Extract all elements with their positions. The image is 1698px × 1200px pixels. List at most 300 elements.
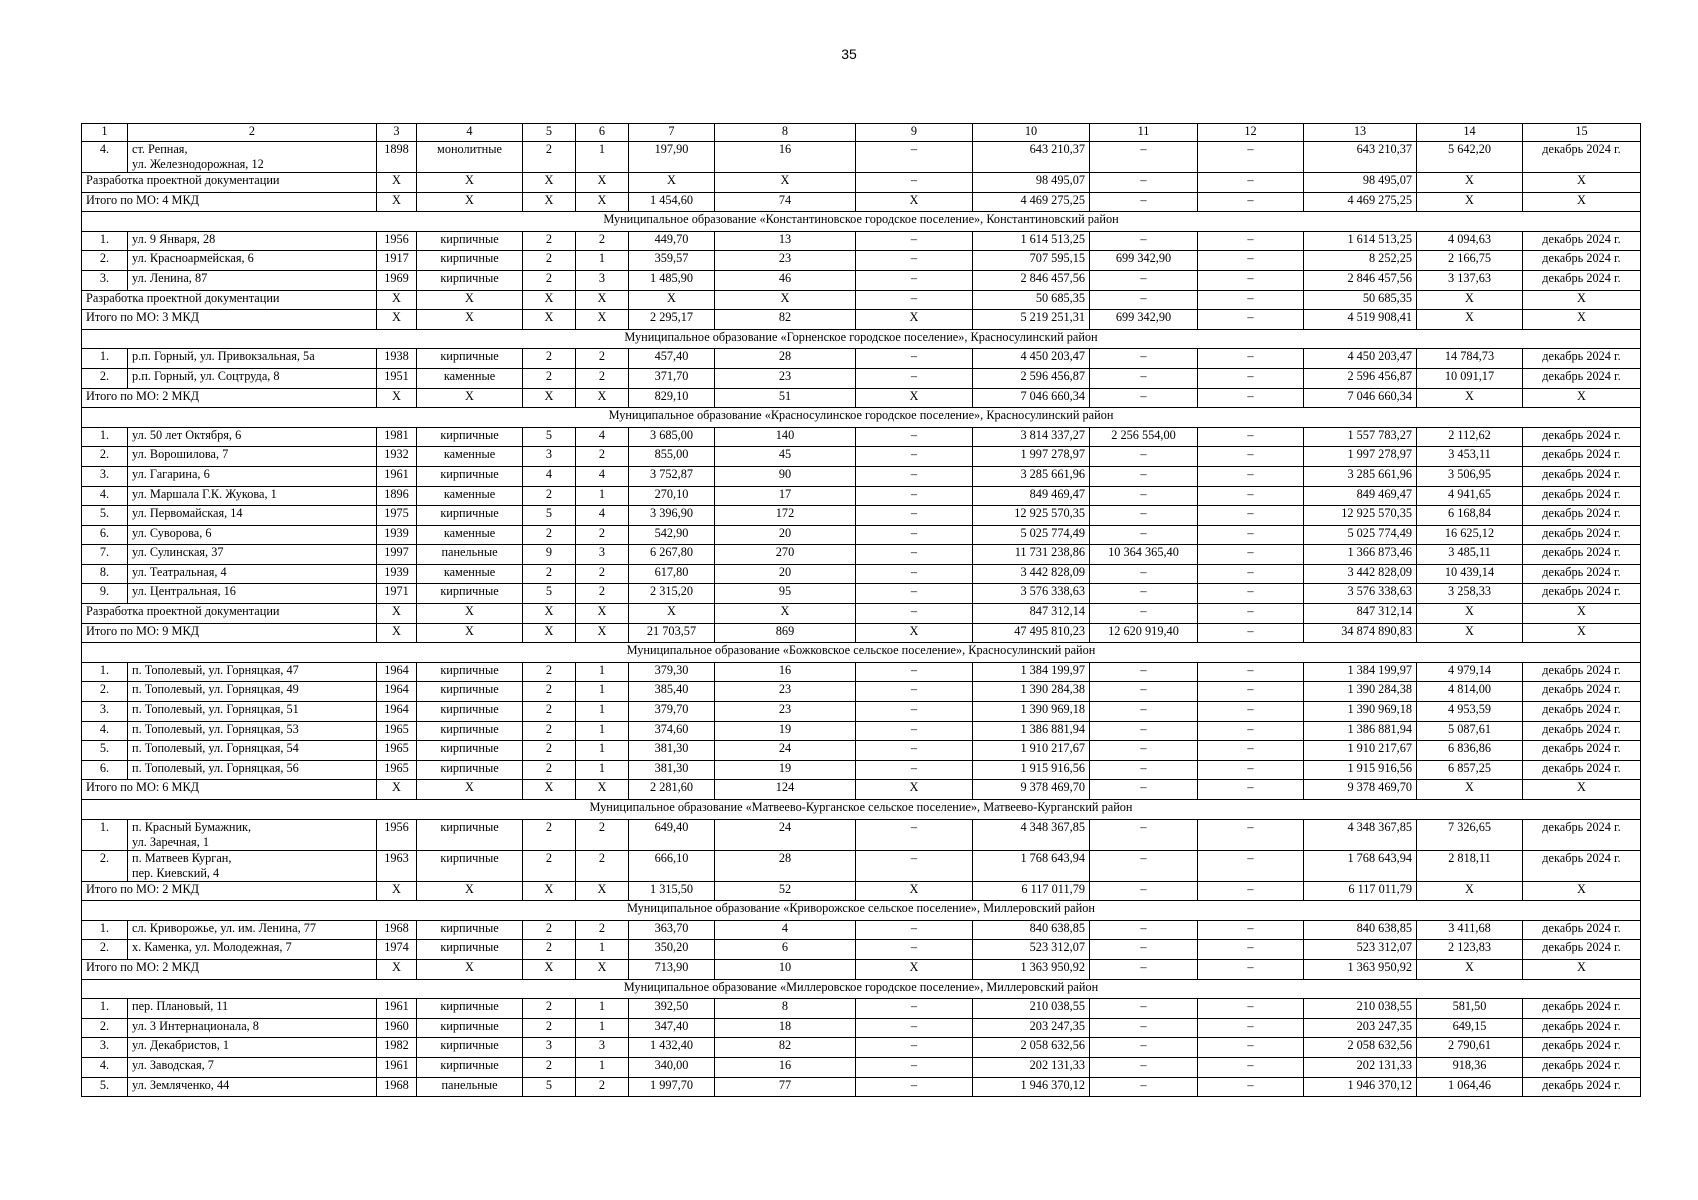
table-cell: 2 — [523, 920, 576, 940]
table-cell: – — [856, 850, 973, 881]
table-cell: – — [1198, 486, 1304, 506]
summary-cell: X — [576, 881, 629, 901]
table-cell: 2 315,20 — [629, 584, 715, 604]
summary-cell: X — [417, 310, 523, 330]
summary-label: Разработка проектной документации — [82, 290, 377, 310]
summary-label: Разработка проектной документации — [82, 604, 377, 624]
summary-cell: X — [377, 310, 417, 330]
table-row — [82, 466, 1641, 486]
table-cell: декабрь 2024 г. — [1523, 545, 1641, 565]
table-row — [82, 819, 1641, 850]
table-cell: 1956 — [377, 231, 417, 251]
row-number: 4. — [82, 1057, 128, 1077]
table-cell: кирпичные — [417, 1018, 523, 1038]
table-cell: 4 — [576, 506, 629, 526]
table-cell: 449,70 — [629, 231, 715, 251]
summary-cell: X — [856, 780, 973, 800]
table-cell: – — [856, 702, 973, 722]
summary-cell: – — [1198, 192, 1304, 212]
table-cell: 3 — [576, 270, 629, 290]
table-cell: 270,10 — [629, 486, 715, 506]
summary-cell: 869 — [715, 623, 856, 643]
table-cell: – — [1090, 564, 1198, 584]
table-row — [82, 349, 1641, 369]
table-cell: 3 685,00 — [629, 427, 715, 447]
table-cell: – — [1090, 760, 1198, 780]
row-number: 4. — [82, 142, 128, 173]
section-title: Муниципальное образование «Горненское городское поселение», Красносулинский район — [82, 329, 1641, 349]
table-cell: 1939 — [377, 525, 417, 545]
table-cell: – — [1090, 447, 1198, 467]
table-cell: 1917 — [377, 251, 417, 271]
table-row — [82, 682, 1641, 702]
table-cell: – — [1090, 721, 1198, 741]
table-cell: 1956 — [377, 819, 417, 850]
table-cell: 90 — [715, 466, 856, 486]
table-cell: кирпичные — [417, 850, 523, 881]
row-number: 8. — [82, 564, 128, 584]
table-cell: 3 137,63 — [1417, 270, 1523, 290]
table-cell: 2 — [523, 760, 576, 780]
table-cell: 2 — [523, 349, 576, 369]
table-cell: кирпичные — [417, 1038, 523, 1058]
table-cell: 523 312,07 — [1304, 940, 1417, 960]
summary-cell: 50 685,35 — [1304, 290, 1417, 310]
address-cell: ул. Центральная, 16 — [128, 584, 377, 604]
table-cell: – — [856, 486, 973, 506]
table-cell: 2 — [523, 662, 576, 682]
address-cell: х. Каменка, ул. Молодежная, 7 — [128, 940, 377, 960]
table-cell: 1 768 643,94 — [973, 850, 1090, 881]
summary-cell: X — [523, 290, 576, 310]
table-cell: – — [1090, 1018, 1198, 1038]
summary-cell: – — [1090, 290, 1198, 310]
address-cell: ул. Первомайская, 14 — [128, 506, 377, 526]
table-cell: – — [1090, 231, 1198, 251]
summary-cell: – — [856, 173, 973, 193]
table-cell: – — [856, 999, 973, 1019]
address-cell: ул. Ленина, 87 — [128, 270, 377, 290]
table-cell: 347,40 — [629, 1018, 715, 1038]
table-cell: каменные — [417, 564, 523, 584]
table-cell: 6 — [715, 940, 856, 960]
table-cell: 2 — [523, 142, 576, 173]
table-cell: 2 — [576, 920, 629, 940]
table-cell: 6 836,86 — [1417, 741, 1523, 761]
table-cell: кирпичные — [417, 231, 523, 251]
section-header-row — [82, 212, 1641, 232]
table-cell: декабрь 2024 г. — [1523, 920, 1641, 940]
summary-cell: X — [523, 192, 576, 212]
table-cell: 12 925 570,35 — [973, 506, 1090, 526]
summary-cell: X — [417, 290, 523, 310]
table-cell: – — [856, 368, 973, 388]
table-cell: 1982 — [377, 1038, 417, 1058]
summary-cell: – — [1198, 173, 1304, 193]
column-number-cell: 9 — [856, 124, 973, 142]
table-cell: 1938 — [377, 349, 417, 369]
summary-cell: – — [1090, 604, 1198, 624]
table-cell: 2 — [576, 819, 629, 850]
table-cell: 1 768 643,94 — [1304, 850, 1417, 881]
table-cell: 23 — [715, 702, 856, 722]
table-cell: кирпичные — [417, 721, 523, 741]
table-cell: 649,40 — [629, 819, 715, 850]
table-cell: 1963 — [377, 850, 417, 881]
table-cell: 12 925 570,35 — [1304, 506, 1417, 526]
table-cell: 381,30 — [629, 741, 715, 761]
table-cell: декабрь 2024 г. — [1523, 1038, 1641, 1058]
row-number: 3. — [82, 702, 128, 722]
table-cell: 2 — [576, 368, 629, 388]
row-number: 4. — [82, 721, 128, 741]
table-cell: 5 — [523, 584, 576, 604]
table-cell: 1 946 370,12 — [973, 1077, 1090, 1097]
address-cell: п. Матвеев Курган, пер. Киевский, 4 — [128, 850, 377, 881]
table-cell: декабрь 2024 г. — [1523, 682, 1641, 702]
table-cell: 4 — [523, 466, 576, 486]
table-cell: 855,00 — [629, 447, 715, 467]
table-cell: 1968 — [377, 1077, 417, 1097]
summary-cell: X — [523, 388, 576, 408]
summary-cell: 52 — [715, 881, 856, 901]
summary-cell: X — [1417, 192, 1523, 212]
table-cell: 707 595,15 — [973, 251, 1090, 271]
summary-cell: X — [856, 310, 973, 330]
table-cell: – — [1198, 1057, 1304, 1077]
summary-cell: X — [523, 173, 576, 193]
table-row — [82, 702, 1641, 722]
table-cell: – — [1090, 525, 1198, 545]
table-cell: 1968 — [377, 920, 417, 940]
row-number: 3. — [82, 1038, 128, 1058]
table-cell: 6 168,84 — [1417, 506, 1523, 526]
summary-cell: X — [576, 388, 629, 408]
table-cell: декабрь 2024 г. — [1523, 662, 1641, 682]
section-title: Муниципальное образование «Константиновское городское поселение», Константиновский район — [82, 212, 1641, 232]
table-cell: 649,15 — [1417, 1018, 1523, 1038]
table-cell: – — [856, 1018, 973, 1038]
table-cell: 2 596 456,87 — [1304, 368, 1417, 388]
summary-cell: X — [576, 604, 629, 624]
row-number: 5. — [82, 741, 128, 761]
table-cell: декабрь 2024 г. — [1523, 564, 1641, 584]
summary-cell: 6 117 011,79 — [1304, 881, 1417, 901]
summary-cell: X — [377, 290, 417, 310]
summary-cell: X — [576, 290, 629, 310]
section-header-row — [82, 329, 1641, 349]
column-number-cell: 6 — [576, 124, 629, 142]
column-number-cell: 8 — [715, 124, 856, 142]
table-cell: 1 910 217,67 — [1304, 741, 1417, 761]
table-cell: 4 941,65 — [1417, 486, 1523, 506]
table-cell: 1974 — [377, 940, 417, 960]
column-number-cell: 4 — [417, 124, 523, 142]
summary-cell: X — [576, 623, 629, 643]
row-number: 2. — [82, 850, 128, 881]
summary-cell: – — [1090, 959, 1198, 979]
table-cell: 23 — [715, 368, 856, 388]
table-cell: 3 258,33 — [1417, 584, 1523, 604]
table-cell: 1939 — [377, 564, 417, 584]
table-cell: 2 — [523, 231, 576, 251]
table-cell: кирпичные — [417, 662, 523, 682]
address-cell: п. Красный Бумажник, ул. Заречная, 1 — [128, 819, 377, 850]
column-number-cell: 1 — [82, 124, 128, 142]
table-cell: 1 — [576, 760, 629, 780]
summary-cell: – — [1090, 780, 1198, 800]
table-cell: – — [856, 819, 973, 850]
summary-cell: X — [1417, 881, 1523, 901]
summary-cell: X — [856, 959, 973, 979]
summary-cell: X — [417, 780, 523, 800]
row-number: 2. — [82, 940, 128, 960]
address-cell: п. Тополевый, ул. Горняцкая, 51 — [128, 702, 377, 722]
table-cell: 95 — [715, 584, 856, 604]
table-cell: – — [1198, 427, 1304, 447]
table-cell: 2 596 456,87 — [973, 368, 1090, 388]
table-row — [82, 251, 1641, 271]
table-cell: 20 — [715, 525, 856, 545]
summary-cell: 98 495,07 — [973, 173, 1090, 193]
summary-cell: X — [417, 881, 523, 901]
table-cell: 28 — [715, 349, 856, 369]
table-cell: каменные — [417, 525, 523, 545]
summary-cell: X — [1523, 192, 1641, 212]
table-cell: – — [1198, 940, 1304, 960]
table-cell: 385,40 — [629, 682, 715, 702]
table-cell: 1975 — [377, 506, 417, 526]
address-cell: пер. Плановый, 11 — [128, 999, 377, 1019]
address-cell: ул. Заводская, 7 — [128, 1057, 377, 1077]
table-cell: 4 — [576, 427, 629, 447]
table-cell: 19 — [715, 721, 856, 741]
summary-row — [82, 604, 1641, 624]
summary-cell: 51 — [715, 388, 856, 408]
table-row — [82, 564, 1641, 584]
table-row — [82, 920, 1641, 940]
table-cell: декабрь 2024 г. — [1523, 1077, 1641, 1097]
summary-cell: X — [377, 623, 417, 643]
table-cell: 2 — [523, 564, 576, 584]
table-cell: 1 390 284,38 — [973, 682, 1090, 702]
table-row — [82, 142, 1641, 173]
table-cell: декабрь 2024 г. — [1523, 486, 1641, 506]
summary-cell: – — [1198, 388, 1304, 408]
table-cell: каменные — [417, 447, 523, 467]
table-cell: монолитные — [417, 142, 523, 173]
summary-cell: 10 — [715, 959, 856, 979]
summary-cell: 699 342,90 — [1090, 310, 1198, 330]
table-cell: 523 312,07 — [973, 940, 1090, 960]
summary-cell: – — [1198, 623, 1304, 643]
table-cell: 581,50 — [1417, 999, 1523, 1019]
table-cell: – — [1198, 999, 1304, 1019]
summary-cell: X — [715, 173, 856, 193]
table-cell: 3 442 828,09 — [1304, 564, 1417, 584]
table-cell: – — [1198, 545, 1304, 565]
table-cell: кирпичные — [417, 251, 523, 271]
address-cell: ул. Театральная, 4 — [128, 564, 377, 584]
table-cell: декабрь 2024 г. — [1523, 702, 1641, 722]
table-cell: 2 — [576, 447, 629, 467]
table-cell: 1898 — [377, 142, 417, 173]
table-cell: 617,80 — [629, 564, 715, 584]
table-row — [82, 506, 1641, 526]
table-cell: декабрь 2024 г. — [1523, 349, 1641, 369]
summary-cell: X — [1417, 173, 1523, 193]
table-cell: кирпичные — [417, 584, 523, 604]
summary-cell: 1 315,50 — [629, 881, 715, 901]
table-cell: 3 285 661,96 — [1304, 466, 1417, 486]
table-cell: – — [856, 506, 973, 526]
summary-cell: 1 363 950,92 — [973, 959, 1090, 979]
table-cell: 1 910 217,67 — [973, 741, 1090, 761]
section-title: Муниципальное образование «Божковское сельское поселение», Красносулинский район — [82, 643, 1641, 663]
table-row — [82, 1077, 1641, 1097]
table-cell: 3 396,90 — [629, 506, 715, 526]
address-cell: ул. Красноармейская, 6 — [128, 251, 377, 271]
summary-cell: X — [1523, 310, 1641, 330]
table-cell: – — [856, 525, 973, 545]
table-cell: 1 — [576, 682, 629, 702]
table-cell: 1 386 881,94 — [973, 721, 1090, 741]
summary-cell: X — [523, 623, 576, 643]
table-cell: 17 — [715, 486, 856, 506]
table-cell: – — [1090, 270, 1198, 290]
address-cell: ул. Суворова, 6 — [128, 525, 377, 545]
table-cell: 1 557 783,27 — [1304, 427, 1417, 447]
table-cell: 1 — [576, 251, 629, 271]
summary-cell: X — [1417, 604, 1523, 624]
row-number: 3. — [82, 466, 128, 486]
table-cell: 6 857,25 — [1417, 760, 1523, 780]
table-cell: декабрь 2024 г. — [1523, 368, 1641, 388]
summary-row — [82, 192, 1641, 212]
table-cell: 350,20 — [629, 940, 715, 960]
table-cell: 1 997 278,97 — [1304, 447, 1417, 467]
summary-cell: X — [1417, 310, 1523, 330]
table-cell: 1 390 969,18 — [1304, 702, 1417, 722]
section-title: Муниципальное образование «Миллеровское городское поселение», Миллеровский район — [82, 979, 1641, 999]
summary-cell: X — [417, 388, 523, 408]
table-row — [82, 545, 1641, 565]
summary-cell: 12 620 919,40 — [1090, 623, 1198, 643]
summary-cell: X — [856, 192, 973, 212]
summary-cell: – — [856, 290, 973, 310]
table-cell: 7 326,65 — [1417, 819, 1523, 850]
summary-cell: X — [576, 959, 629, 979]
summary-cell: X — [1523, 604, 1641, 624]
table-cell: 3 752,87 — [629, 466, 715, 486]
table-cell: 1896 — [377, 486, 417, 506]
summary-cell: X — [417, 604, 523, 624]
table-cell: декабрь 2024 г. — [1523, 584, 1641, 604]
row-number: 3. — [82, 270, 128, 290]
address-cell: ул. Сулинская, 37 — [128, 545, 377, 565]
table-cell: – — [856, 760, 973, 780]
summary-cell: 124 — [715, 780, 856, 800]
table-cell: кирпичные — [417, 940, 523, 960]
summary-cell: X — [377, 881, 417, 901]
table-cell: – — [1090, 702, 1198, 722]
table-cell: 210 038,55 — [1304, 999, 1417, 1019]
table-cell: – — [856, 1038, 973, 1058]
table-cell: 197,90 — [629, 142, 715, 173]
summary-label: Итого по МО: 3 МКД — [82, 310, 377, 330]
table-cell: 8 252,25 — [1304, 251, 1417, 271]
summary-cell: – — [1198, 310, 1304, 330]
table-cell: 3 — [523, 1038, 576, 1058]
table-cell: декабрь 2024 г. — [1523, 819, 1641, 850]
table-cell: – — [1198, 506, 1304, 526]
table-cell: 2 112,62 — [1417, 427, 1523, 447]
table-cell: – — [1198, 251, 1304, 271]
table-row — [82, 741, 1641, 761]
table-cell: 371,70 — [629, 368, 715, 388]
summary-cell: 74 — [715, 192, 856, 212]
table-cell: 2 — [523, 1057, 576, 1077]
table-cell: кирпичные — [417, 920, 523, 940]
table-cell: – — [856, 349, 973, 369]
table-cell: – — [856, 584, 973, 604]
address-cell: п. Тополевый, ул. Горняцкая, 49 — [128, 682, 377, 702]
table-cell: каменные — [417, 486, 523, 506]
summary-cell: X — [523, 604, 576, 624]
table-cell: 1 384 199,97 — [973, 662, 1090, 682]
summary-cell: 5 219 251,31 — [973, 310, 1090, 330]
summary-cell: X — [1417, 290, 1523, 310]
table-cell: – — [1198, 270, 1304, 290]
table-cell: 202 131,33 — [973, 1057, 1090, 1077]
table-cell: – — [856, 741, 973, 761]
summary-cell: 847 312,14 — [973, 604, 1090, 624]
table-row — [82, 368, 1641, 388]
table-cell: декабрь 2024 г. — [1523, 1018, 1641, 1038]
address-cell: ул. 50 лет Октября, 6 — [128, 427, 377, 447]
table-cell: 3 506,95 — [1417, 466, 1523, 486]
table-cell: – — [1198, 1018, 1304, 1038]
summary-row — [82, 959, 1641, 979]
table-cell: 542,90 — [629, 525, 715, 545]
table-cell: 2 — [576, 1077, 629, 1097]
table-cell: 918,36 — [1417, 1057, 1523, 1077]
table-cell: 3 485,11 — [1417, 545, 1523, 565]
table-cell: 643 210,37 — [973, 142, 1090, 173]
summary-cell: 1 363 950,92 — [1304, 959, 1417, 979]
table-cell: 1 — [576, 1057, 629, 1077]
summary-cell: X — [523, 881, 576, 901]
table-cell: – — [1198, 1077, 1304, 1097]
table-cell: кирпичные — [417, 760, 523, 780]
table-cell: 666,10 — [629, 850, 715, 881]
table-cell: 2 — [523, 1018, 576, 1038]
table-cell: 1965 — [377, 721, 417, 741]
row-number: 5. — [82, 1077, 128, 1097]
table-cell: 140 — [715, 427, 856, 447]
table-row — [82, 940, 1641, 960]
table-cell: декабрь 2024 г. — [1523, 447, 1641, 467]
table-cell: – — [856, 270, 973, 290]
table-cell: 5 087,61 — [1417, 721, 1523, 741]
summary-cell: 9 378 469,70 — [1304, 780, 1417, 800]
table-cell: 20 — [715, 564, 856, 584]
summary-row — [82, 388, 1641, 408]
row-number: 1. — [82, 349, 128, 369]
table-cell: 2 — [523, 251, 576, 271]
summary-cell: X — [417, 173, 523, 193]
table-cell: 6 267,80 — [629, 545, 715, 565]
